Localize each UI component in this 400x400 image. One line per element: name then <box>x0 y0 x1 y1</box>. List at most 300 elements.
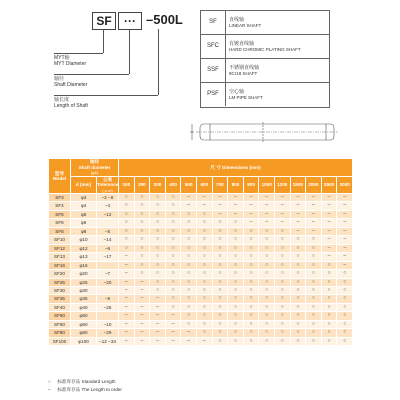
header-dimensions <box>119 159 353 177</box>
cell-availability: – <box>321 202 337 210</box>
cell-availability: ○ <box>165 210 181 218</box>
cell-availability: ○ <box>196 295 212 303</box>
cell-availability: – <box>165 312 181 320</box>
cell-availability: ○ <box>165 219 181 227</box>
cell-availability: ○ <box>134 236 150 244</box>
cell-availability: ○ <box>196 253 212 261</box>
cell-availability: – <box>337 253 353 261</box>
cell-availability: ○ <box>181 227 197 235</box>
cell-availability: – <box>321 236 337 244</box>
cell-availability: ○ <box>150 236 166 244</box>
cell-availability: – <box>134 320 150 328</box>
cell-availability: ○ <box>306 253 322 261</box>
header-length: 2500 <box>321 176 337 194</box>
footnote-standard <box>48 379 116 385</box>
cell-tolerance: −9 <box>97 295 119 303</box>
cell-availability: ○ <box>306 312 322 320</box>
cell-availability: ○ <box>134 270 150 278</box>
table-row <box>49 329 353 337</box>
cell-availability: ○ <box>228 337 244 345</box>
cell-availability: ○ <box>212 312 228 320</box>
type-code: SSF <box>201 59 226 82</box>
cell-model: SF4 <box>49 202 71 210</box>
cell-availability: ○ <box>134 227 150 235</box>
cell-availability: – <box>196 202 212 210</box>
cell-availability: – <box>196 194 212 202</box>
cell-availability: – <box>150 303 166 311</box>
cell-availability: ○ <box>196 236 212 244</box>
table-row <box>49 253 353 261</box>
cell-availability: ○ <box>196 261 212 269</box>
cell-availability: ○ <box>321 312 337 320</box>
cell-availability: – <box>181 202 197 210</box>
cell-availability: ○ <box>290 244 306 252</box>
cell-availability: ○ <box>196 219 212 227</box>
cell-availability: – <box>290 210 306 218</box>
cell-availability: ○ <box>259 286 275 294</box>
part-length-label: –500L <box>146 12 186 28</box>
cell-availability: ○ <box>212 219 228 227</box>
cell-availability: ○ <box>181 210 197 218</box>
header-length: 3000 <box>337 176 353 194</box>
cell-availability: ○ <box>228 227 244 235</box>
cell-availability: – <box>337 227 353 235</box>
cell-tolerance: −10 <box>97 320 119 328</box>
cell-availability: ○ <box>259 337 275 345</box>
cell-availability: ○ <box>212 244 228 252</box>
cell-availability: ○ <box>165 244 181 252</box>
cell-availability: – <box>306 227 322 235</box>
cell-availability: ○ <box>337 278 353 286</box>
part-diameter-box: ··· <box>118 12 142 30</box>
cell-availability: ○ <box>306 320 322 328</box>
cell-availability: ○ <box>337 337 353 345</box>
cell-availability: ○ <box>150 286 166 294</box>
cell-availability: – <box>228 194 244 202</box>
cell-availability: – <box>243 219 259 227</box>
header-diameter-unit: (g6) <box>90 170 99 175</box>
cell-availability: ○ <box>181 278 197 286</box>
cell-availability: ○ <box>181 270 197 278</box>
cell-availability: ○ <box>150 194 166 202</box>
cell-availability: ○ <box>150 219 166 227</box>
table-row <box>49 278 353 286</box>
cell-availability: – <box>119 337 135 345</box>
cell-availability: ○ <box>196 278 212 286</box>
cell-availability: ○ <box>165 194 181 202</box>
cell-availability: ○ <box>274 320 290 328</box>
cell-availability: ○ <box>150 278 166 286</box>
cell-availability: ○ <box>150 210 166 218</box>
cell-availability: ○ <box>134 202 150 210</box>
cell-availability: – <box>165 320 181 328</box>
cell-availability: – <box>165 337 181 345</box>
cell-availability: – <box>150 329 166 337</box>
cell-tolerance: −12 −34 <box>97 337 119 345</box>
cell-availability: – <box>181 337 197 345</box>
cell-availability: ○ <box>243 253 259 261</box>
cell-tolerance: −14 <box>97 236 119 244</box>
cell-tolerance: −29 <box>97 329 119 337</box>
type-name-cn: 有镀直线轴 <box>229 41 255 47</box>
cell-availability: – <box>119 270 135 278</box>
cell-diameter: φ35 <box>71 295 97 303</box>
table-row <box>49 286 353 294</box>
cell-availability: ○ <box>243 278 259 286</box>
table-row <box>49 210 353 218</box>
cell-model: SF40 <box>49 303 71 311</box>
cell-availability: ○ <box>119 210 135 218</box>
cell-availability: – <box>212 194 228 202</box>
cell-availability: ○ <box>321 320 337 328</box>
cell-availability: ○ <box>150 270 166 278</box>
cell-model: SF16 <box>49 261 71 269</box>
label-length-en: Length of Shaft <box>54 103 88 109</box>
cell-availability: – <box>243 210 259 218</box>
cell-availability: ○ <box>134 261 150 269</box>
cell-diameter: φ13 <box>71 253 97 261</box>
header-length: 1000 <box>259 176 275 194</box>
cell-diameter: φ5 <box>71 210 97 218</box>
cell-availability: ○ <box>337 329 353 337</box>
cell-availability: ○ <box>337 303 353 311</box>
cell-availability: ○ <box>165 202 181 210</box>
cell-tolerance: −7 <box>97 270 119 278</box>
cell-availability: ○ <box>150 202 166 210</box>
cell-availability: ○ <box>243 261 259 269</box>
cell-tolerance: −17 <box>97 253 119 261</box>
cell-tolerance <box>97 312 119 320</box>
cell-tolerance <box>97 219 119 227</box>
cell-tolerance: −2 −8 <box>97 194 119 202</box>
label-diameter-cn: 轴径 <box>54 76 65 82</box>
type-name-cn: 直线轴 <box>229 17 245 23</box>
cell-availability: ○ <box>290 295 306 303</box>
type-code: SFC <box>201 35 226 58</box>
cell-diameter: φ12 <box>71 244 97 252</box>
cell-diameter: φ100 <box>71 337 97 345</box>
cell-availability: ○ <box>290 320 306 328</box>
type-name-cn: 不锈钢直线轴 <box>229 65 260 71</box>
cell-availability: ○ <box>259 303 275 311</box>
cell-availability: ○ <box>259 227 275 235</box>
cell-availability: ○ <box>306 329 322 337</box>
type-row-ssf <box>201 59 329 83</box>
type-name-cn: 空心轴 <box>229 89 245 95</box>
cell-availability: ○ <box>274 286 290 294</box>
cell-availability: ○ <box>212 236 228 244</box>
cell-availability: – <box>337 194 353 202</box>
cell-availability: ○ <box>243 227 259 235</box>
cell-availability: ○ <box>181 312 197 320</box>
cell-availability: ○ <box>306 261 322 269</box>
cell-availability: – <box>259 194 275 202</box>
type-code: PSF <box>201 83 226 106</box>
cell-availability: ○ <box>306 286 322 294</box>
cell-diameter: φ4 <box>71 202 97 210</box>
cell-availability: – <box>150 295 166 303</box>
cell-model: SF80 <box>49 329 71 337</box>
type-name-en: HARD CHROMIC PLATING SHAFT <box>229 47 301 52</box>
cell-availability: – <box>306 210 322 218</box>
cell-availability: ○ <box>306 278 322 286</box>
cell-availability: ○ <box>181 219 197 227</box>
cell-availability: ○ <box>290 329 306 337</box>
cell-availability: ○ <box>228 253 244 261</box>
cell-availability: ○ <box>212 295 228 303</box>
cell-diameter: φ16 <box>71 261 97 269</box>
cell-availability: ○ <box>212 278 228 286</box>
cell-diameter: φ3 <box>71 194 97 202</box>
cell-availability: – <box>134 286 150 294</box>
cell-availability: – <box>119 320 135 328</box>
header-tolerance-unit: ( μ m) <box>102 187 113 193</box>
cell-availability: ○ <box>274 253 290 261</box>
leader-series-h <box>54 53 103 54</box>
cell-availability: – <box>119 295 135 303</box>
cell-availability: ○ <box>212 261 228 269</box>
cell-availability: ○ <box>337 286 353 294</box>
cell-model: SF25 <box>49 278 71 286</box>
cell-availability: – <box>243 194 259 202</box>
cell-tolerance: −5 <box>97 227 119 235</box>
cell-diameter: φ10 <box>71 236 97 244</box>
cell-availability: ○ <box>228 295 244 303</box>
cell-availability: ○ <box>243 236 259 244</box>
header-diameter-cn: 轴径 <box>89 159 100 164</box>
cell-tolerance: −4 <box>97 202 119 210</box>
cell-availability: ○ <box>321 337 337 345</box>
cell-availability: ○ <box>119 194 135 202</box>
leader-diam-h <box>54 74 129 75</box>
table-row <box>49 261 353 269</box>
cell-availability: ○ <box>259 329 275 337</box>
cell-availability: – <box>259 210 275 218</box>
table-row <box>49 270 353 278</box>
cell-availability: ○ <box>290 278 306 286</box>
footnote-en: Standard Length <box>81 379 116 384</box>
cell-availability: – <box>337 261 353 269</box>
cell-availability: – <box>150 337 166 345</box>
cell-tolerance <box>97 261 119 269</box>
cell-availability: ○ <box>134 253 150 261</box>
cell-availability: ○ <box>196 270 212 278</box>
cell-availability: ○ <box>119 244 135 252</box>
cell-availability: – <box>290 194 306 202</box>
cell-availability: ○ <box>274 227 290 235</box>
header-tolerance <box>97 176 119 194</box>
cell-availability: ○ <box>228 219 244 227</box>
cell-availability: – <box>165 329 181 337</box>
cell-availability: ○ <box>196 244 212 252</box>
cell-availability: – <box>228 202 244 210</box>
cell-availability: ○ <box>243 320 259 328</box>
cell-availability: – <box>321 219 337 227</box>
table-row <box>49 219 353 227</box>
cell-availability: ○ <box>181 244 197 252</box>
cell-availability: – <box>321 244 337 252</box>
cell-diameter: φ6 <box>71 219 97 227</box>
shaft-drawing <box>190 112 340 152</box>
cell-availability: ○ <box>274 303 290 311</box>
cell-model: SF6 <box>49 219 71 227</box>
table-row <box>49 194 353 202</box>
header-length: 600 <box>196 176 212 194</box>
leader-diam-v <box>129 29 130 74</box>
type-name-en: LM PIPE SHAFT <box>229 95 263 100</box>
cell-availability: ○ <box>212 270 228 278</box>
table-row <box>49 295 353 303</box>
leader-len-h <box>54 95 158 96</box>
cell-availability: ○ <box>134 219 150 227</box>
cell-availability: ○ <box>290 286 306 294</box>
header-length: 200 <box>134 176 150 194</box>
cell-availability: – <box>337 244 353 252</box>
cell-availability: ○ <box>228 312 244 320</box>
cell-availability: – <box>228 210 244 218</box>
cell-availability: ○ <box>274 329 290 337</box>
cell-diameter: φ60 <box>71 320 97 328</box>
cell-availability: ○ <box>181 261 197 269</box>
cell-availability: ○ <box>243 244 259 252</box>
cell-availability: ○ <box>196 210 212 218</box>
header-tolerance-en: Tolerance <box>97 182 119 187</box>
header-length: 700 <box>212 176 228 194</box>
type-row-sfc <box>201 35 329 59</box>
cell-availability: ○ <box>196 329 212 337</box>
cell-availability: ○ <box>228 236 244 244</box>
cell-availability: ○ <box>228 244 244 252</box>
cell-availability: – <box>274 210 290 218</box>
cell-availability: – <box>119 312 135 320</box>
header-length: 1500 <box>290 176 306 194</box>
cell-availability: ○ <box>337 320 353 328</box>
cell-availability: – <box>212 210 228 218</box>
cell-availability: ○ <box>134 194 150 202</box>
cell-availability: ○ <box>119 227 135 235</box>
header-length: 100 <box>119 176 135 194</box>
cell-availability: ○ <box>259 270 275 278</box>
type-row-psf <box>201 83 329 106</box>
cell-availability: ○ <box>290 270 306 278</box>
cell-availability: ○ <box>259 244 275 252</box>
cell-availability: – <box>290 202 306 210</box>
cell-availability: ○ <box>306 236 322 244</box>
cell-availability: ○ <box>181 295 197 303</box>
table-row <box>49 227 353 235</box>
cell-availability: ○ <box>165 227 181 235</box>
cell-availability: ○ <box>119 202 135 210</box>
cell-availability: ○ <box>119 219 135 227</box>
header-length: 2000 <box>306 176 322 194</box>
cell-availability: ○ <box>228 278 244 286</box>
cell-availability: ○ <box>228 329 244 337</box>
cell-availability: ○ <box>321 261 337 269</box>
cell-availability: ○ <box>165 253 181 261</box>
cell-availability: – <box>181 329 197 337</box>
type-name-en: LINEAR SHAFT <box>229 23 262 28</box>
cell-availability: – <box>134 312 150 320</box>
cell-availability: ○ <box>181 320 197 328</box>
cell-availability: ○ <box>181 236 197 244</box>
table-row <box>49 244 353 252</box>
cell-availability: – <box>306 202 322 210</box>
cell-model: SF5 <box>49 210 71 218</box>
cell-availability: – <box>321 210 337 218</box>
cell-availability: ○ <box>165 270 181 278</box>
cell-availability: ○ <box>243 329 259 337</box>
cell-model: SF35 <box>49 295 71 303</box>
cell-model: SF12 <box>49 244 71 252</box>
footnote-cn: 标准库存品 <box>57 387 81 392</box>
cell-availability: ○ <box>274 236 290 244</box>
cell-availability: – <box>119 253 135 261</box>
cell-model: SF50 <box>49 312 71 320</box>
cell-availability: ○ <box>259 278 275 286</box>
cell-availability: ○ <box>321 278 337 286</box>
spec-table <box>48 158 353 346</box>
header-diameter <box>71 159 119 177</box>
cell-availability: – <box>243 202 259 210</box>
cell-availability: – <box>119 278 135 286</box>
cell-availability: ○ <box>134 244 150 252</box>
footnote-mark: ○ <box>48 379 51 384</box>
cell-availability: ○ <box>274 270 290 278</box>
cell-availability: ○ <box>306 295 322 303</box>
cell-availability: ○ <box>196 227 212 235</box>
cell-availability: – <box>119 329 135 337</box>
cell-availability: ○ <box>259 261 275 269</box>
cell-model: SF60 <box>49 320 71 328</box>
cell-availability: – <box>181 194 197 202</box>
header-dimensions-en: Dimensions (mm) <box>222 164 261 170</box>
footnote-en: The Length to order <box>81 387 122 392</box>
cell-availability: ○ <box>243 286 259 294</box>
table-row <box>49 303 353 311</box>
cell-availability: ○ <box>337 312 353 320</box>
cell-availability: ○ <box>228 286 244 294</box>
cell-availability: ○ <box>165 278 181 286</box>
cell-availability: ○ <box>306 270 322 278</box>
cell-availability: – <box>134 329 150 337</box>
leader-len-v <box>158 29 159 95</box>
cell-availability: ○ <box>290 303 306 311</box>
cell-availability: ○ <box>290 312 306 320</box>
cell-availability: ○ <box>196 312 212 320</box>
cell-tolerance: −25 <box>97 303 119 311</box>
cell-availability: ○ <box>243 270 259 278</box>
cell-availability: ○ <box>321 270 337 278</box>
table-row <box>49 337 353 345</box>
cell-availability: ○ <box>243 295 259 303</box>
cell-availability: – <box>337 236 353 244</box>
cell-availability: ○ <box>337 270 353 278</box>
label-series-cn: MYT轴 <box>54 55 70 61</box>
table-row <box>49 312 353 320</box>
cell-availability: ○ <box>274 337 290 345</box>
type-row-sf <box>201 11 329 35</box>
cell-availability: – <box>134 337 150 345</box>
footnote-mark: – <box>48 387 51 392</box>
cell-availability: ○ <box>259 295 275 303</box>
cell-availability: – <box>306 219 322 227</box>
part-series-box: SF <box>92 12 116 30</box>
cell-model: SF3 <box>49 194 71 202</box>
shaft-type-legend <box>200 10 330 108</box>
cell-availability: ○ <box>181 303 197 311</box>
cell-availability: – <box>134 303 150 311</box>
header-length: 300 <box>150 176 166 194</box>
